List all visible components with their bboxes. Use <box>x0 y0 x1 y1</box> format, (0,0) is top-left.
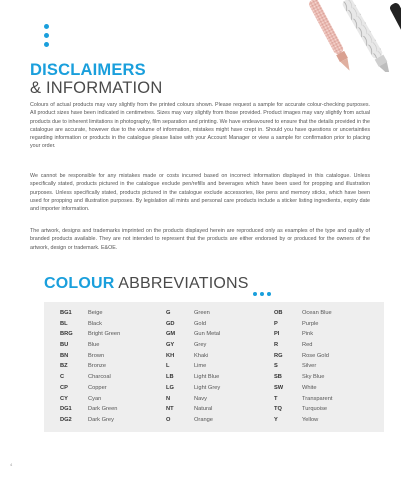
abbreviation-row <box>274 361 332 372</box>
colour-name: Black <box>88 320 102 327</box>
dot-decoration-icon <box>253 283 274 301</box>
abbreviation-row <box>166 372 220 383</box>
abbreviations-heading-bold: COLOUR <box>44 275 115 292</box>
colour-code: BL <box>60 320 68 327</box>
abbreviation-row <box>274 394 332 405</box>
disclaimer-paragraph: The artwork, designs and trademarks imprinted on the products displayed herein are reproduced only as examples of the type and quality of branded products available. They are not intended to represent that the products are either endorsed by or produced for the owners of the artwork, design or trademark. E&OE. <box>30 228 370 251</box>
abbreviation-row <box>166 361 220 372</box>
colour-code: R <box>274 342 279 349</box>
colour-name: Bright Green <box>88 331 121 338</box>
colour-code: LG <box>166 384 174 391</box>
colour-code: BRG <box>60 331 73 338</box>
colour-name: Light Blue <box>194 374 220 381</box>
colour-name: Ocean Blue <box>302 310 332 316</box>
abbreviation-row <box>166 308 220 319</box>
colour-code: DG2 <box>60 416 72 423</box>
colour-abbreviations-table <box>44 302 384 432</box>
abbreviation-row <box>166 383 220 394</box>
abbreviation-row <box>166 404 220 415</box>
colour-code: O <box>166 416 171 423</box>
colour-code: L <box>166 363 170 370</box>
abbreviation-row <box>274 415 332 426</box>
colour-code: BZ <box>60 363 68 370</box>
colour-code: Y <box>274 416 278 423</box>
colour-code: GM <box>166 331 176 338</box>
colour-name: Gold <box>194 320 207 327</box>
colour-code: BN <box>60 352 69 359</box>
abbreviation-row <box>60 329 120 340</box>
colour-name: Copper <box>88 384 107 391</box>
abbreviations-heading <box>44 275 249 293</box>
colour-code: DG1 <box>60 406 72 413</box>
abbreviation-row <box>274 340 332 351</box>
abbreviation-row <box>166 329 220 340</box>
colour-code: N <box>166 395 171 402</box>
page-title: DISCLAIMERS <box>30 61 146 79</box>
abbreviation-row <box>60 319 120 330</box>
colour-code: BU <box>60 342 69 349</box>
abbreviation-row <box>274 319 332 330</box>
colour-name: Transparent <box>302 395 333 402</box>
abbreviation-row <box>166 351 220 362</box>
colour-code: G <box>166 310 171 316</box>
page-number: 4 <box>10 462 13 467</box>
abbreviation-row <box>60 308 120 319</box>
colour-name: Lime <box>194 363 207 370</box>
colour-code: P <box>274 320 278 327</box>
colour-name: Dark Green <box>88 406 118 413</box>
colour-name: Blue <box>88 342 100 349</box>
colour-name: Dark Grey <box>88 416 114 423</box>
abbreviation-column <box>274 308 332 426</box>
colour-code: C <box>60 374 65 381</box>
abbreviation-row <box>274 329 332 340</box>
colour-code: GY <box>166 342 175 349</box>
abbreviation-row <box>274 372 332 383</box>
abbreviation-row <box>60 351 120 362</box>
colour-name: Grey <box>194 342 207 349</box>
abbreviation-row <box>60 394 120 405</box>
colour-code: PI <box>274 331 280 338</box>
colour-name: Pink <box>302 331 314 338</box>
disclaimer-paragraph: We cannot be responsible for any mistakes made or costs incurred based on incorrect information displayed in this catalogue. Unless specifically stated, products pictured in the catalogue exclude pen/refills and beverages which have been used for propping and illustration purposes. Unless specifically stated, products pictured in the catalogue exclude accessories, like pens and memory sticks, which have been used for propping and illustration purposes. By legislation all mints and personal care products include a sticker listing ingredients, expiry date and importer information. <box>30 173 370 213</box>
colour-name: Yellow <box>302 416 319 423</box>
abbreviation-row <box>60 340 120 351</box>
colour-name: Rose Gold <box>302 352 329 359</box>
colour-name: Red <box>302 342 313 349</box>
abbreviation-column <box>60 308 120 426</box>
abbreviation-row <box>274 404 332 415</box>
colour-name: Khaki <box>194 352 209 359</box>
pens-image <box>228 0 401 72</box>
page-subtitle: & INFORMATION <box>30 79 163 97</box>
colour-code: SW <box>274 384 284 391</box>
abbreviation-row <box>274 383 332 394</box>
colour-code: S <box>274 363 278 370</box>
abbreviation-row <box>60 383 120 394</box>
colour-name: Beige <box>88 310 103 316</box>
colour-code: SB <box>274 374 282 381</box>
colour-code: CY <box>60 395 68 402</box>
colour-name: Turquoise <box>302 406 328 413</box>
abbreviation-row <box>166 319 220 330</box>
abbreviations-heading-light: ABBREVIATIONS <box>118 275 249 292</box>
colour-name: White <box>302 384 317 391</box>
colour-code: LB <box>166 374 174 381</box>
abbreviation-column <box>166 308 220 426</box>
colour-name: Natural <box>194 406 213 413</box>
colour-name: Navy <box>194 395 207 402</box>
colour-code: OB <box>274 310 283 316</box>
colour-name: Light Grey <box>194 384 221 391</box>
colour-code: CP <box>60 384 68 391</box>
colour-code: GD <box>166 320 175 327</box>
colour-name: Gun Metal <box>194 331 221 338</box>
colour-name: Orange <box>194 416 213 423</box>
colour-name: Charcoal <box>88 374 111 381</box>
abbreviation-row <box>60 404 120 415</box>
abbreviation-row <box>60 361 120 372</box>
colour-name: Cyan <box>88 395 102 402</box>
abbreviation-row <box>60 415 120 426</box>
abbreviation-row <box>60 372 120 383</box>
colour-name: Silver <box>302 363 317 370</box>
colour-name: Bronze <box>88 363 107 370</box>
abbreviation-row <box>274 308 332 319</box>
colour-code: RG <box>274 352 283 359</box>
colour-name: Sky Blue <box>302 374 325 381</box>
abbreviation-row <box>274 351 332 362</box>
colour-code: KH <box>166 352 175 359</box>
colour-code: NT <box>166 406 174 413</box>
colour-code: TQ <box>274 406 282 413</box>
abbreviation-row <box>166 394 220 405</box>
colour-code: BG1 <box>60 310 72 316</box>
colour-name: Green <box>194 310 210 316</box>
colour-code: T <box>274 395 278 402</box>
abbreviation-row <box>166 340 220 351</box>
abbreviation-row <box>166 415 220 426</box>
colour-name: Purple <box>302 320 319 327</box>
colour-name: Brown <box>88 352 105 359</box>
disclaimer-paragraph: Colours of actual products may vary slightly from the printed colours shown. Please request a sample for accurate colour-checking purposes. All product sizes have been indicated in centimetres. Sizes may vary slightly from those provided. Product images may vary slightly from actual products due to inherent limitations in photography, film separation and printing. We have endeavoured to ensure that the details provided in the catalogue are accurate, however due to the volume of information, mistakes might have crept in. Should you have questions or uncertainties regarding information or products in the catalogue please liaise with your Account Manager or view a sample for confirmation prior to placing your order. <box>30 102 370 150</box>
dot-decoration-icon <box>44 24 50 51</box>
